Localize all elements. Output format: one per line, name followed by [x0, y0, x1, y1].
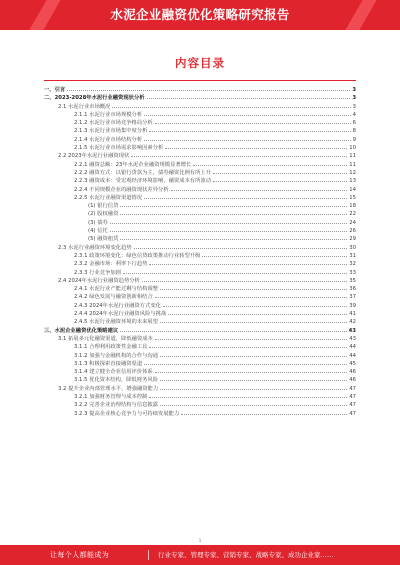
- toc-leader-dots: [160, 380, 347, 381]
- toc-entry-label: 3.1.4 建立健全企业信用评价体系: [74, 369, 153, 376]
- toc-entry-label: (1) 银行信贷: [88, 203, 119, 210]
- toc-entry-label: 3.2 提升企业内部管理水平，增强融资能力: [58, 385, 159, 392]
- footer-tagline: 行业专家、管理专家、营销专家、战略专家、成功企业家……: [158, 551, 334, 559]
- toc-entry-page: 32: [349, 261, 356, 268]
- toc-entry[interactable]: [44, 327, 356, 335]
- toc-leader-dots: [120, 214, 347, 215]
- toc-entry[interactable]: [44, 144, 356, 152]
- toc-entry[interactable]: [44, 393, 356, 401]
- toc-entry[interactable]: [44, 343, 356, 351]
- toc-entry-page: 39: [349, 302, 356, 309]
- toc-leader-dots: [163, 306, 347, 307]
- toc-leader-dots: [155, 372, 348, 373]
- toc-entry-page: 41: [349, 311, 356, 318]
- toc-entry[interactable]: [44, 293, 356, 301]
- toc-entry-label: 2.1.1 水泥行业市场规模分析: [74, 111, 143, 118]
- toc-entry-page: 47: [349, 410, 356, 417]
- toc-entry[interactable]: [44, 127, 356, 135]
- toc-leader-dots: [149, 397, 347, 398]
- toc-entry[interactable]: [44, 310, 356, 318]
- toc-entry-page: 13: [349, 178, 356, 185]
- toc-leader-dots: [160, 322, 347, 323]
- toc-leader-dots: [112, 107, 350, 108]
- toc-entry-page: 35: [349, 277, 356, 284]
- toc-entry-label: 2.4.3 2024年水泥行业融资方式变化: [74, 302, 161, 309]
- toc-leader-dots: [131, 156, 347, 157]
- toc-entry-label: 3.1.2 加强与金融机构的合作与沟通: [74, 352, 159, 359]
- toc-heading: 内容目录: [175, 56, 225, 70]
- toc-entry-page: 11: [349, 161, 356, 168]
- toc-leader-dots: [149, 131, 350, 132]
- toc-entry[interactable]: [44, 260, 356, 268]
- toc-entry-page: 8: [352, 128, 356, 135]
- toc-entry[interactable]: [44, 227, 356, 235]
- toc-entry-page: 15: [349, 194, 356, 201]
- toc-entry-page: 31: [349, 252, 356, 259]
- toc-leader-dots: [142, 281, 347, 282]
- toc-entry-label: 3.2.3 提高企业核心竞争力与可持续发展能力: [74, 410, 180, 417]
- toc-entry[interactable]: [44, 285, 356, 293]
- toc-leader-dots: [144, 140, 350, 141]
- toc-entry-page: 47: [349, 402, 356, 409]
- toc-entry-label: 二、2023-2028年水泥行业融资现状分析: [44, 95, 145, 102]
- toc-leader-dots: [171, 190, 348, 191]
- toc-entry-label: 2.2 2023年水泥行业融资现状: [58, 153, 130, 160]
- toc-entry[interactable]: [44, 119, 356, 127]
- table-of-contents: [44, 86, 356, 418]
- toc-entry-label: 2.4 2024年水泥行业融资趋势分析: [58, 277, 140, 284]
- toc-entry[interactable]: [44, 244, 356, 252]
- toc-entry[interactable]: [44, 401, 356, 409]
- toc-entry[interactable]: [44, 376, 356, 384]
- toc-leader-dots: [120, 206, 347, 207]
- toc-entry-label: 2.2.1 融资总额：23年水泥企业融资规模显著增长: [74, 161, 192, 168]
- toc-entry-page: 37: [349, 294, 356, 301]
- toc-entry-page: 46: [349, 369, 356, 376]
- toc-entry-label: 3.1.5 优化资本结构，降低财务风险: [74, 377, 159, 384]
- toc-entry-page: 29: [349, 236, 356, 243]
- toc-leader-dots: [193, 165, 347, 166]
- toc-entry-label: (2) 股权融资: [88, 211, 119, 218]
- toc-entry[interactable]: [44, 169, 356, 177]
- toc-leader-dots: [213, 181, 347, 182]
- toc-divider: [44, 80, 356, 81]
- toc-leader-dots: [144, 115, 350, 116]
- toc-entry-page: 18: [349, 203, 356, 210]
- toc-entry[interactable]: [44, 136, 356, 144]
- toc-entry[interactable]: [44, 161, 356, 169]
- toc-entry-label: 3.1.3 积极探索直接融资渠道: [74, 360, 143, 367]
- toc-entry-label: (3) 债券: [88, 219, 108, 226]
- toc-leader-dots: [110, 223, 347, 224]
- toc-leader-dots: [160, 356, 347, 357]
- toc-leader-dots: [168, 314, 347, 315]
- toc-entry[interactable]: [44, 103, 356, 111]
- toc-entry-page: 46: [349, 377, 356, 384]
- toc-entry-label: 2.4.1 水泥行业产能过剩与结构调整: [74, 286, 159, 293]
- toc-entry-label: 2.3.2 金融市场：利率下行趋势: [74, 261, 148, 268]
- toc-entry[interactable]: [44, 194, 356, 202]
- toc-leader-dots: [120, 239, 347, 240]
- toc-entry[interactable]: [44, 360, 356, 368]
- toc-leader-dots: [155, 339, 347, 340]
- toc-entry-label: 2.2.3 融资成本：受宏观经济环境影响，融资成本有所波动: [74, 178, 211, 185]
- toc-entry[interactable]: [44, 235, 356, 243]
- toc-entry[interactable]: [44, 410, 356, 418]
- toc-entry-page: 44: [349, 344, 356, 351]
- toc-entry[interactable]: [44, 352, 356, 360]
- toc-entry[interactable]: [44, 202, 356, 210]
- toc-entry-label: 2.3.3 行业竞争加剧: [74, 269, 121, 276]
- toc-entry-label: 2.1.5 水泥行业市场需求影响因素分析: [74, 145, 164, 152]
- toc-entry[interactable]: [44, 302, 356, 310]
- toc-entry[interactable]: [44, 335, 356, 343]
- toc-leader-dots: [134, 248, 348, 249]
- toc-entry-page: 36: [349, 286, 356, 293]
- toc-entry[interactable]: [44, 152, 356, 160]
- toc-leader-dots: [123, 273, 347, 274]
- toc-leader-dots: [165, 148, 347, 149]
- toc-leader-dots: [149, 264, 347, 265]
- toc-entry-label: 2.1.2 水泥行业市场竞争格局分析: [74, 120, 153, 127]
- toc-entry-page: 33: [349, 269, 356, 276]
- toc-entry-page: 9: [352, 136, 356, 143]
- toc-leader-dots: [155, 123, 351, 124]
- toc-entry-label: (4) 信托: [88, 228, 108, 235]
- toc-leader-dots: [110, 231, 347, 232]
- toc-entry-page: 10: [349, 145, 356, 152]
- toc-entry-label: 2.4.4 2024年水泥行业融资风险与挑战: [74, 311, 167, 318]
- toc-leader-dots: [144, 198, 347, 199]
- toc-entry-label: 2.2.5 水泥行业融资渠道情况: [74, 194, 143, 201]
- toc-entry[interactable]: [44, 186, 356, 194]
- toc-entry-label: 一、引言: [44, 87, 66, 93]
- toc-entry-page: 24: [349, 219, 356, 226]
- toc-leader-dots: [147, 98, 351, 99]
- toc-leader-dots: [120, 331, 346, 332]
- page-number: 1: [198, 538, 202, 543]
- toc-entry-page: 6: [352, 120, 356, 127]
- toc-entry-page: 45: [349, 360, 356, 367]
- toc-entry-label: 2.4.2 绿色发展与融资创新相结合: [74, 294, 153, 301]
- toc-entry-page: 30: [349, 244, 356, 251]
- toc-entry[interactable]: [44, 277, 356, 285]
- toc-leader-dots: [155, 297, 348, 298]
- toc-entry[interactable]: [44, 86, 356, 94]
- toc-entry-label: 2.3.1 政策环境变化：绿色信贷政策推动行业转型升级: [74, 252, 201, 259]
- toc-entry-page: 44: [349, 352, 356, 359]
- toc-leader-dots: [181, 414, 347, 415]
- toc-entry-page: 3: [352, 87, 356, 93]
- toc-entry-page: 12: [349, 169, 356, 176]
- toc-entry-label: 2.4.5 水泥行业融资环境的未来展望: [74, 319, 159, 326]
- toc-entry-page: 43: [348, 327, 356, 334]
- toc-entry[interactable]: [44, 210, 356, 218]
- toc-entry-label: 2.1.4 水泥行业市场结构分析: [74, 136, 143, 143]
- toc-entry-label: 三、水泥企业融资优化策略建议: [44, 327, 119, 334]
- toc-entry[interactable]: [44, 111, 356, 119]
- toc-entry-page: 11: [349, 153, 356, 160]
- toc-entry[interactable]: [44, 368, 356, 376]
- toc-entry-page: 22: [349, 211, 356, 218]
- footer-slogan: 让每个人都能成为: [50, 551, 110, 559]
- toc-leader-dots: [160, 405, 347, 406]
- toc-entry-label: 2.2.4 不同规模企业的融资现状差异分析: [74, 186, 169, 193]
- page-footer: [0, 545, 400, 565]
- toc-entry-page: 14: [349, 186, 356, 193]
- toc-leader-dots: [149, 347, 347, 348]
- toc-entry[interactable]: [44, 94, 356, 102]
- toc-entry[interactable]: [44, 385, 356, 393]
- toc-entry-page: 26: [349, 228, 356, 235]
- page-header: [0, 0, 400, 30]
- toc-entry-page: 47: [349, 393, 356, 400]
- toc-leader-dots: [67, 90, 350, 91]
- toc-entry-label: 3.1 拓展多元化融资渠道，降低融资成本: [58, 335, 153, 342]
- toc-entry-label: 3.2.2 完善企业治理结构与信息披露: [74, 402, 159, 409]
- toc-leader-dots: [202, 256, 347, 257]
- toc-leader-dots: [160, 389, 347, 390]
- toc-entry-label: 2.1 水泥行业市场概况: [58, 103, 111, 110]
- footer-separator: [148, 550, 149, 560]
- toc-entry-page: 42: [349, 319, 356, 326]
- toc-entry-label: 2.2.2 融资方式：以银行贷款为主，债券融资比例有所上升: [74, 169, 211, 176]
- toc-entry[interactable]: [44, 318, 356, 326]
- toc-entry-label: 3.2.1 加强财务管理与成本控制: [74, 393, 148, 400]
- toc-entry-label: 2.1.3 水泥行业市场集中度分析: [74, 128, 148, 135]
- toc-leader-dots: [160, 289, 347, 290]
- toc-entry-page: 3: [352, 103, 356, 110]
- toc-entry-label: 2.3 水泥行业融资环境变化趋势: [58, 244, 132, 251]
- toc-entry-page: 4: [352, 111, 356, 118]
- toc-leader-dots: [213, 173, 347, 174]
- toc-leader-dots: [144, 364, 347, 365]
- toc-entry[interactable]: [44, 252, 356, 260]
- toc-entry[interactable]: [44, 219, 356, 227]
- toc-entry-label: 3.1.1 合理利用政策性金融工具: [74, 344, 148, 351]
- report-title: 水泥企业融资优化策略研究报告: [110, 7, 290, 22]
- toc-entry-label: (5) 融资租赁: [88, 236, 119, 243]
- toc-entry[interactable]: [44, 269, 356, 277]
- toc-entry-page: 3: [352, 95, 356, 102]
- toc-entry-page: 43: [349, 335, 356, 342]
- toc-entry-page: 47: [349, 385, 356, 392]
- toc-entry[interactable]: [44, 177, 356, 185]
